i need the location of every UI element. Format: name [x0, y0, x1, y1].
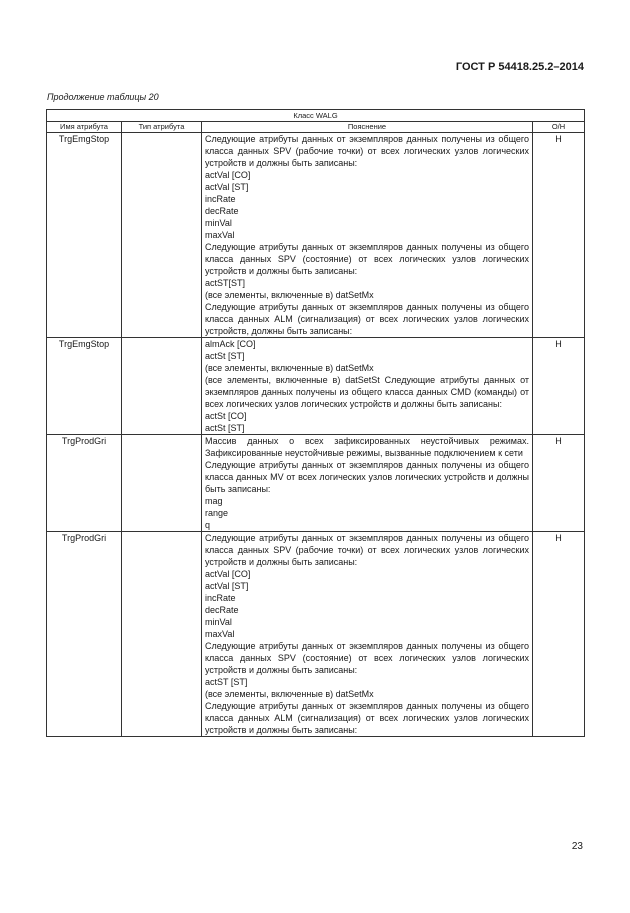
description-line: Массив данных о всех зафиксированных неустойчивых режимах. Зафиксированные неустойчивые режимы, вызванные подключением к сети [205, 436, 529, 458]
description-line: range [205, 508, 229, 518]
description-line: incRate [205, 194, 236, 204]
description-line: actVal [ST] [205, 182, 249, 192]
description-line: actVal [ST] [205, 581, 249, 591]
description-line: actVal [CO] [205, 170, 251, 180]
description-line: Следующие атрибуты данных от экземпляров данных получены из общего класса данных SPV (рабочие точки) от всех логических узлов логических устройств и должны быть записаны: [205, 533, 529, 567]
standard-header: ГОСТ Р 54418.25.2–2014 [455, 61, 584, 73]
description-line: (все элементы, включенные в) datSetMx [205, 689, 374, 699]
mandatory-optional: Н [533, 532, 585, 737]
description-line: maxVal [205, 629, 235, 639]
table-body [47, 133, 585, 737]
attribute-type [122, 133, 202, 338]
description-line: (все элементы, включенные в) datSetSt Следующие атрибуты данных от экземпляров данных получены из общего класса данных CMD (команды) от всех логических узлов логических устройств и должны быть записаны: [205, 375, 529, 409]
description-line: Следующие атрибуты данных от экземпляров данных получены из общего класса данных SPV (рабочие точки) от всех логических узлов логических устройств и должны быть записаны: [205, 134, 529, 168]
attribute-name: TrgProdGri [47, 435, 122, 532]
attribute-name: TrgEmgStop [47, 338, 122, 435]
description-line: actSt [CO] [205, 411, 247, 421]
description-line: actSt [ST] [205, 423, 245, 433]
description-line: Следующие атрибуты данных от экземпляров данных получены из общего класса данных MV от всех логических узлов логических устройств и должны быть записаны: [205, 460, 529, 494]
table-row [47, 435, 585, 532]
description-line: Следующие атрибуты данных от экземпляров данных получены из общего класса данных ALM (сигнализация) от всех логических узлов логических устройств, должны быть записаны: [205, 302, 529, 336]
description-line: (все элементы, включенные в) datSetMx [205, 290, 374, 300]
description-line: decRate [205, 206, 239, 216]
page-number: 23 [571, 841, 583, 852]
attribute-description [202, 435, 533, 532]
description-line: incRate [205, 593, 236, 603]
description-line: actSt [ST] [205, 351, 245, 361]
description-line: minVal [205, 617, 232, 627]
description-line: actVal [CO] [205, 569, 251, 579]
attribute-type [122, 338, 202, 435]
description-line: maxVal [205, 230, 235, 240]
column-header-mo: О/Н [533, 122, 585, 133]
description-line: (все элементы, включенные в) datSetMx [205, 363, 374, 373]
description-line: minVal [205, 218, 232, 228]
column-header-type: Тип атрибута [122, 122, 202, 133]
mandatory-optional: Н [533, 435, 585, 532]
class-label: Класс WALG [47, 110, 585, 122]
table-continuation-caption: Продолжение таблицы 20 [47, 92, 159, 102]
description-line: mag [205, 496, 223, 506]
attribute-description [202, 133, 533, 338]
description-line: actST[ST] [205, 278, 246, 288]
description-line: Следующие атрибуты данных от экземпляров данных получены из общего класса данных SPV (состояние) от всех логических узлов логических устройств и должны быть записаны: [205, 641, 529, 675]
description-line: almAck [CO] [205, 339, 256, 349]
description-line: actST [ST] [205, 677, 248, 687]
description-line: Следующие атрибуты данных от экземпляров данных получены из общего класса данных SPV (состояние) от всех логических узлов логических устройств и должны быть записаны: [205, 242, 529, 276]
attribute-name: TrgEmgStop [47, 133, 122, 338]
table-row [47, 338, 585, 435]
attribute-name: TrgProdGri [47, 532, 122, 737]
attribute-description [202, 338, 533, 435]
description-line: q [205, 520, 211, 530]
mandatory-optional: Н [533, 133, 585, 338]
column-header-name: Имя атрибута [47, 122, 122, 133]
description-line: decRate [205, 605, 239, 615]
mandatory-optional: Н [533, 338, 585, 435]
description-line: Следующие атрибуты данных от экземпляров данных получены из общего класса данных ALM (сигнализация) от всех логических узлов логических устройств и должны быть записаны: [205, 701, 529, 735]
attribute-type [122, 435, 202, 532]
attribute-type [122, 532, 202, 737]
table-row [47, 133, 585, 338]
column-header-description: Пояснение [202, 122, 533, 133]
attribute-table [46, 109, 585, 737]
table-row [47, 532, 585, 737]
attribute-description [202, 532, 533, 737]
